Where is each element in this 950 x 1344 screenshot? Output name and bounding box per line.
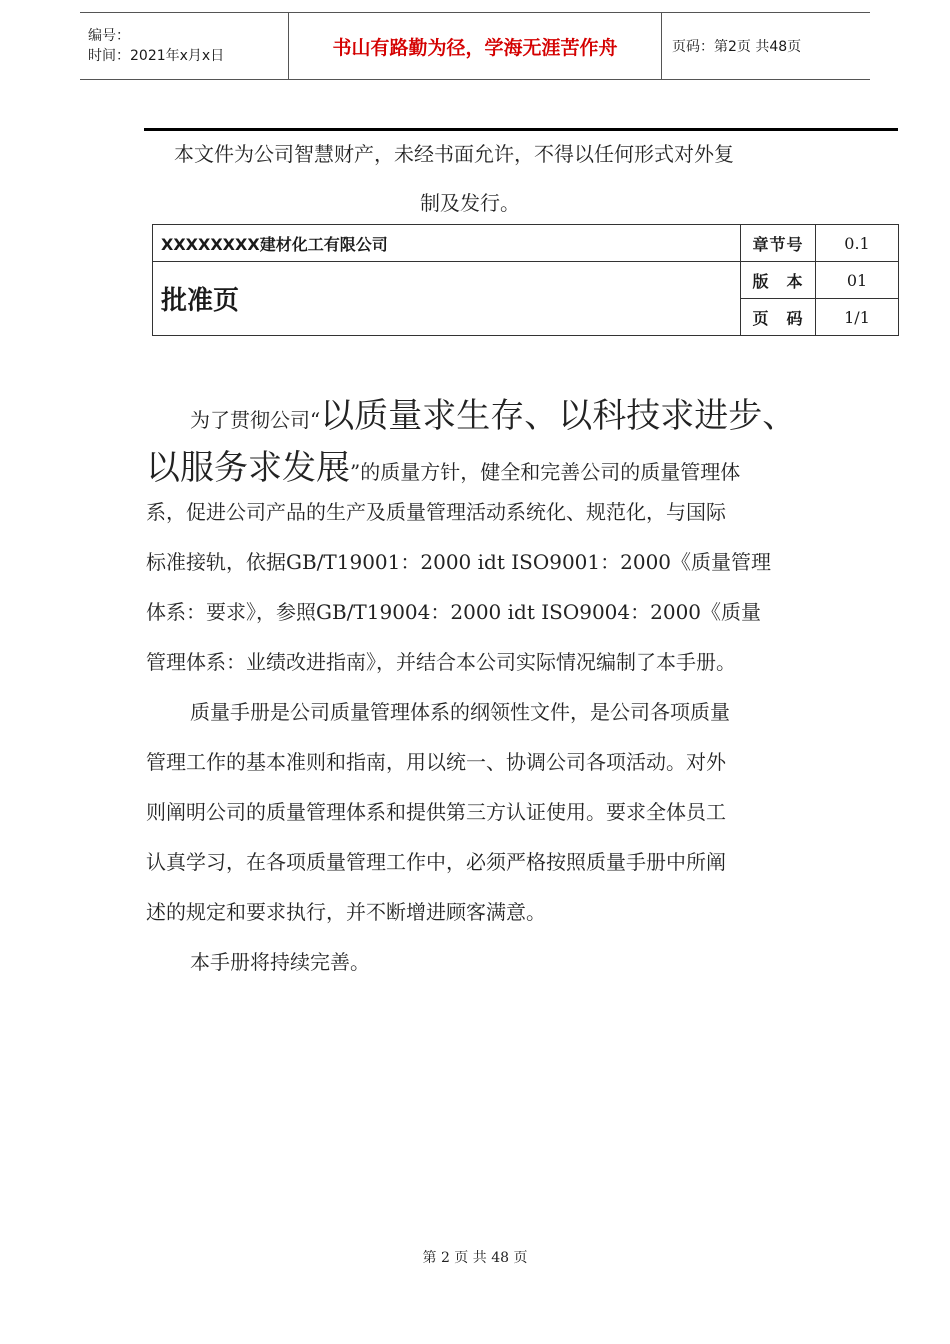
version-value: 01 bbox=[816, 262, 899, 299]
document-number-label: 编号： bbox=[88, 28, 130, 44]
header-motto: 书山有路勤为径，学海无涯苦作舟 bbox=[289, 13, 662, 80]
body-line: 本手册将持续完善。 bbox=[190, 950, 370, 974]
body-line: 标准接轨，依据GB/T19001：2000 idt ISO9001：2000《质量管理 bbox=[146, 550, 772, 574]
page-title: 批准页 bbox=[153, 262, 741, 336]
body-line: 以服务求发展”的质量方针，健全和完善公司的质量管理体 bbox=[146, 448, 741, 488]
page-label: 页 码 bbox=[741, 299, 816, 336]
body-line: 管理工作的基本准则和指南，用以统一、协调公司各项活动。对外 bbox=[146, 750, 726, 774]
document-date: 时间：2021年x月x日 bbox=[88, 48, 225, 64]
header-meta bbox=[80, 13, 289, 80]
section-value: 0.1 bbox=[816, 225, 899, 262]
header-divider bbox=[144, 128, 898, 131]
page-footer: 第 2 页 共 48 页 bbox=[422, 1250, 528, 1266]
body-line: 则阐明公司的质量管理体系和提供第三方认证使用。要求全体员工 bbox=[146, 800, 726, 824]
body-line: 体系：要求》，参照GB/T19004：2000 idt ISO9004：2000《质量 bbox=[146, 600, 762, 624]
header-page-info: 页码：第2页 共48页 bbox=[662, 13, 871, 80]
confidentiality-notice-line2: 制及发行。 bbox=[420, 191, 520, 215]
confidentiality-notice-line1: 本文件为公司智慧财产，未经书面允许，不得以任何形式对外复 bbox=[174, 142, 734, 166]
body-line: 述的规定和要求执行，并不断增进顾客满意。 bbox=[146, 900, 546, 924]
body-line: 管理体系：业绩改进指南》，并结合本公司实际情况编制了本手册。 bbox=[146, 650, 736, 674]
company-name: XXXXXXXX建材化工有限公司 bbox=[153, 225, 741, 262]
version-label: 版 本 bbox=[741, 262, 816, 299]
page-value: 1/1 bbox=[816, 299, 899, 336]
document-control-table bbox=[152, 224, 899, 336]
section-label: 章节号 bbox=[741, 225, 816, 262]
body-line: 认真学习，在各项质量管理工作中，必须严格按照质量手册中所阐 bbox=[146, 850, 726, 874]
body-line: 质量手册是公司质量管理体系的纲领性文件，是公司各项质量 bbox=[190, 700, 730, 724]
body-line: 系，促进公司产品的生产及质量管理活动系统化、规范化，与国际 bbox=[146, 500, 726, 524]
page-header bbox=[80, 12, 870, 80]
body-line: 为了贯彻公司“以质量求生存、以科技求进步、 bbox=[190, 396, 797, 436]
